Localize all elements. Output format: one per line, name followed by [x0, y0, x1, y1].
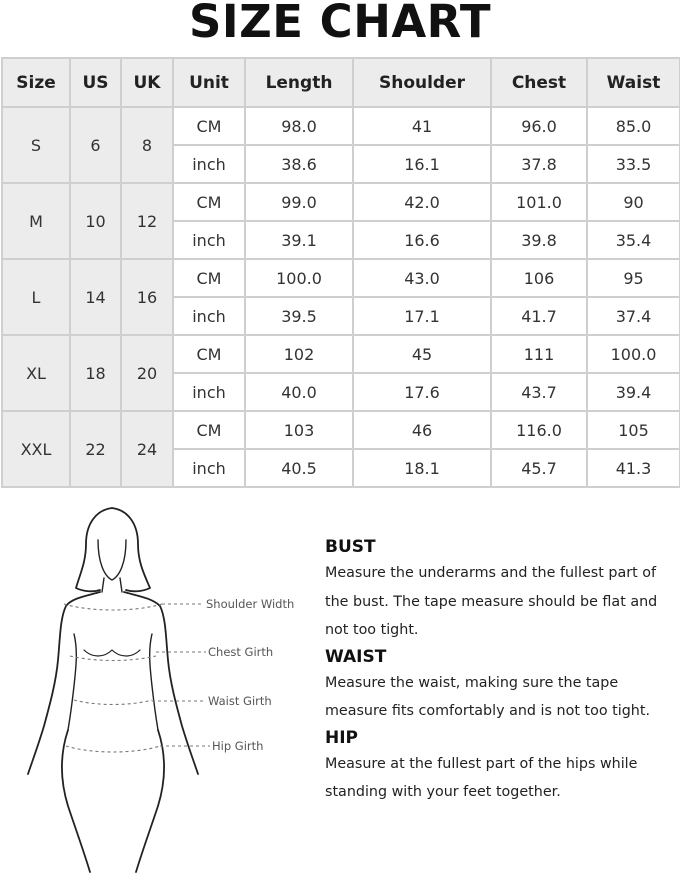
chest-cell: 116.0 — [491, 411, 587, 449]
chest-measure-line — [70, 656, 156, 661]
table-row — [2, 335, 680, 373]
size-cell: XXL — [2, 411, 70, 487]
length-cell: 102 — [245, 335, 353, 373]
hair-left-outline — [76, 508, 112, 591]
table-row — [2, 107, 680, 145]
waist-cell: 41.3 — [587, 449, 680, 487]
uk-cell: 12 — [121, 183, 173, 259]
table-header-row — [2, 58, 680, 107]
size-chart-table — [1, 57, 680, 488]
bust-text: Measure the underarms and the fullest part of the bust. The tape measure should be flat and not too tight. — [325, 565, 658, 638]
unit-cell: CM — [173, 107, 245, 145]
hip-measure-line — [66, 746, 160, 752]
header-uk: UK — [121, 58, 173, 107]
waist-measure-line — [74, 700, 152, 705]
table-row — [2, 411, 680, 449]
hip-heading: HIP — [325, 727, 359, 748]
us-cell: 14 — [70, 259, 121, 335]
unit-cell: inch — [173, 221, 245, 259]
uk-cell: 24 — [121, 411, 173, 487]
shoulder-cell: 41 — [353, 107, 491, 145]
shoulder-cell: 43.0 — [353, 259, 491, 297]
waist-cell: 90 — [587, 183, 680, 221]
waist-text: Measure the waist, making sure the tape measure fits comfortably and is not too tight. — [325, 674, 650, 719]
chest-cell: 39.8 — [491, 221, 587, 259]
length-cell: 39.5 — [245, 297, 353, 335]
table-row — [2, 183, 680, 221]
waist-cell: 85.0 — [587, 107, 680, 145]
shoulder-cell: 42.0 — [353, 183, 491, 221]
header-length: Length — [245, 58, 353, 107]
size-cell: XL — [2, 335, 70, 411]
us-cell: 22 — [70, 411, 121, 487]
chest-cell: 41.7 — [491, 297, 587, 335]
header-waist: Waist — [587, 58, 680, 107]
header-shoulder: Shoulder — [353, 58, 491, 107]
shoulder-cell: 16.6 — [353, 221, 491, 259]
chest-girth-label: Chest Girth — [208, 645, 274, 659]
uk-cell: 16 — [121, 259, 173, 335]
waist-girth-label: Waist Girth — [208, 694, 272, 708]
length-cell: 38.6 — [245, 145, 353, 183]
header-unit: Unit — [173, 58, 245, 107]
header-size: Size — [2, 58, 70, 107]
bust-heading: BUST — [325, 537, 376, 557]
measurement-guide — [325, 535, 670, 807]
chest-cell: 101.0 — [491, 183, 587, 221]
length-cell: 103 — [245, 411, 353, 449]
waist-cell: 95 — [587, 259, 680, 297]
shoulder-cell: 17.6 — [353, 373, 491, 411]
length-cell: 99.0 — [245, 183, 353, 221]
us-cell: 18 — [70, 335, 121, 411]
unit-cell: CM — [173, 335, 245, 373]
waist-cell: 35.4 — [587, 221, 680, 259]
shoulder-cell: 16.1 — [353, 145, 491, 183]
size-cell: M — [2, 183, 70, 259]
waist-cell: 105 — [587, 411, 680, 449]
waist-cell: 33.5 — [587, 145, 680, 183]
unit-cell: inch — [173, 373, 245, 411]
waist-cell: 37.4 — [587, 297, 680, 335]
length-cell: 40.5 — [245, 449, 353, 487]
unit-cell: inch — [173, 449, 245, 487]
hair-right-outline — [112, 508, 150, 591]
waist-heading: WAIST — [325, 646, 387, 667]
uk-cell: 20 — [121, 335, 173, 411]
unit-cell: CM — [173, 411, 245, 449]
chest-cell: 45.7 — [491, 449, 587, 487]
shoulder-cell: 45 — [353, 335, 491, 373]
chest-cell: 37.8 — [491, 145, 587, 183]
size-cell: L — [2, 259, 70, 335]
chest-cell: 111 — [491, 335, 587, 373]
chest-cell: 43.7 — [491, 373, 587, 411]
unit-cell: CM — [173, 259, 245, 297]
header-us: US — [70, 58, 121, 107]
uk-cell: 8 — [121, 107, 173, 183]
shoulder-width-label: Shoulder Width — [206, 597, 295, 611]
shoulder-cell: 17.1 — [353, 297, 491, 335]
shoulder-cell: 46 — [353, 411, 491, 449]
waist-cell: 39.4 — [587, 373, 680, 411]
chest-cell: 96.0 — [491, 107, 587, 145]
unit-cell: inch — [173, 297, 245, 335]
length-cell: 40.0 — [245, 373, 353, 411]
unit-cell: inch — [173, 145, 245, 183]
length-cell: 39.1 — [245, 221, 353, 259]
size-cell: S — [2, 107, 70, 183]
body-measurement-figure — [0, 500, 320, 873]
us-cell: 6 — [70, 107, 121, 183]
length-cell: 98.0 — [245, 107, 353, 145]
shoulder-measure-line — [64, 604, 162, 610]
hip-girth-label: Hip Girth — [212, 739, 264, 753]
hip-text: Measure at the fullest part of the hips while standing with your feet together. — [325, 755, 638, 800]
page-title: SIZE CHART — [188, 0, 492, 48]
unit-cell: CM — [173, 183, 245, 221]
shoulder-cell: 18.1 — [353, 449, 491, 487]
waist-cell: 100.0 — [587, 335, 680, 373]
length-cell: 100.0 — [245, 259, 353, 297]
chest-cell: 106 — [491, 259, 587, 297]
table-row — [2, 259, 680, 297]
header-chest: Chest — [491, 58, 587, 107]
us-cell: 10 — [70, 183, 121, 259]
